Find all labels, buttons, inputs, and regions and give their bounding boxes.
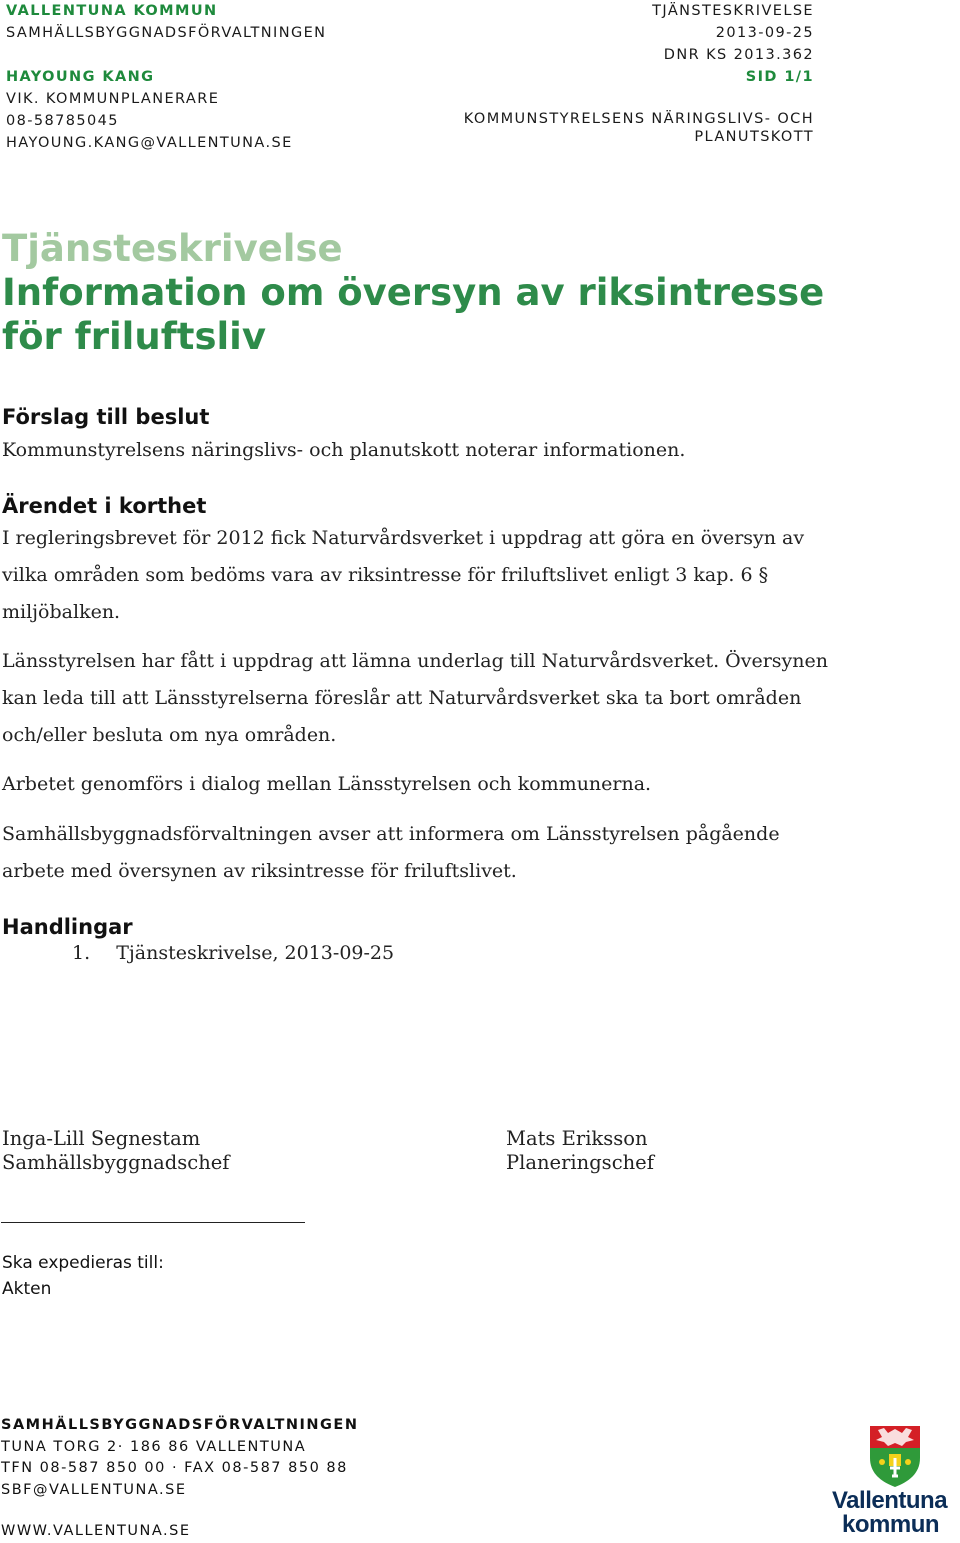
summary-p2-line-2: kan leda till att Länsstyrelserna föreslår att Naturvårdsverket ska ta bort områden — [2, 687, 802, 709]
distribution-label: Ska expedieras till: — [2, 1253, 164, 1273]
summary-p2-line-3: och/eller besluta om nya områden. — [2, 724, 337, 746]
title-line-2: för friluftsliv — [2, 315, 266, 358]
signature-block-1 — [2, 1127, 230, 1175]
summary-p1-line-2: vilka områden som bedöms vara av riksintresse för friluftslivet enligt 3 kap. 6 § — [2, 564, 769, 586]
proposal-text: Kommunstyrelsens näringslivs- och planutskott noterar informationen. — [2, 439, 686, 461]
summary-paragraph-4 — [2, 816, 780, 890]
summary-p4-line-1: Samhällsbyggnadsförvaltningen avser att informera om Länsstyrelsen pågående — [2, 823, 780, 845]
logo-wordmark-line-2: kommun — [842, 1511, 940, 1538]
org-name: VALLENTUNA KOMMUN — [6, 3, 218, 19]
footer-contact — [1, 1415, 358, 1543]
header-right — [354, 0, 814, 146]
distribution-block — [2, 1250, 164, 1302]
signatory-title: Planeringschef — [506, 1151, 654, 1174]
footer-address: TUNA TORG 2· 186 86 VALLENTUNA — [1, 1438, 307, 1455]
summary-paragraph-1 — [2, 520, 804, 631]
footer-phone-fax: TFN 08-587 850 00 · FAX 08-587 850 88 — [1, 1460, 348, 1476]
documents-list-item — [72, 942, 394, 964]
document-title — [2, 271, 952, 359]
signature-block-2 — [506, 1127, 654, 1175]
documents-heading: Handlingar — [2, 915, 133, 939]
footer-website: WWW.VALLENTUNA.SE — [1, 1523, 191, 1539]
author-role: VIK. KOMMUNPLANERARE — [6, 91, 220, 107]
summary-p1-line-3: miljöbalken. — [2, 601, 121, 623]
proposal-heading: Förslag till beslut — [2, 405, 210, 429]
signatory-title: Samhällsbyggnadschef — [2, 1151, 230, 1174]
logo-wordmark-line-1: Vallentuna — [832, 1487, 948, 1514]
author-name: HAYOUNG KANG — [6, 69, 155, 85]
footer-email: SBF@VALLENTUNA.SE — [1, 1481, 187, 1498]
department-name: SAMHÄLLSBYGGNADSFÖRVALTNINGEN — [6, 25, 327, 41]
document-date: 2013-09-25 — [715, 25, 814, 41]
coat-of-arms-icon — [868, 1424, 922, 1488]
page-number: SID 1/1 — [745, 69, 814, 85]
summary-heading: Ärendet i korthet — [2, 494, 207, 518]
author-phone: 08-58785045 — [6, 113, 119, 129]
municipality-logo — [830, 1424, 958, 1537]
summary-p2-line-1: Länsstyrelsen har fått i uppdrag att lämna underlag till Naturvårdsverket. Översynen — [2, 650, 829, 672]
signatory-name: Mats Eriksson — [506, 1127, 648, 1150]
title-line-1: Information om översyn av riksintresse — [2, 271, 825, 314]
diary-number: DNR KS 2013.362 — [663, 47, 814, 63]
footer-department: SAMHÄLLSBYGGNADSFÖRVALTNINGEN — [1, 1417, 359, 1433]
distribution-recipient: Akten — [2, 1279, 52, 1299]
documents-item-text: Tjänsteskrivelse, 2013-09-25 — [116, 942, 395, 964]
signatory-name: Inga-Lill Segnestam — [2, 1127, 201, 1150]
summary-paragraph-2 — [2, 643, 828, 754]
summary-p1-line-1: I regleringsbrevet för 2012 fick Naturvårdsverket i uppdrag att göra en översyn av — [2, 527, 805, 549]
summary-paragraph-3: Arbetet genomförs i dialog mellan Länsstyrelsen och kommunerna. — [2, 773, 652, 795]
committee-line-2: PLANUTSKOTT — [694, 129, 814, 145]
summary-p4-line-2: arbete med översynen av riksintresse för friluftslivet. — [2, 860, 517, 882]
document-kicker: Tjänsteskrivelse — [2, 227, 343, 270]
document-type: TJÄNSTESKRIVELSE — [652, 3, 814, 19]
committee-line-1: KOMMUNSTYRELSENS NÄRINGSLIVS- OCH — [463, 111, 814, 127]
author-email: HAYOUNG.KANG@VALLENTUNA.SE — [6, 135, 293, 151]
signature-divider — [1, 1222, 305, 1223]
documents-item-number: 1. — [72, 942, 91, 964]
header-left — [6, 0, 326, 154]
